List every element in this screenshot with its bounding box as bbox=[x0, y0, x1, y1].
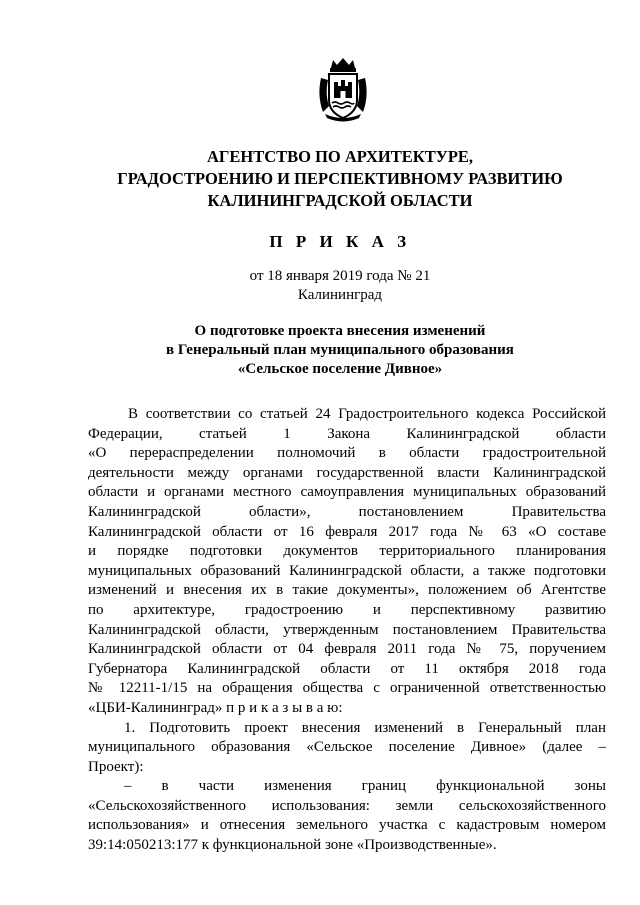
order-body bbox=[88, 405, 606, 856]
body-line: и порядке подготовки документов территориального планирования bbox=[88, 543, 606, 560]
body-line: Проект): bbox=[88, 758, 144, 775]
order-subject bbox=[60, 322, 620, 379]
body-line: № 12211-1/15 на обращения общества с ограниченной ответственностью bbox=[88, 680, 606, 697]
body-line: Губернатора Калининградской области от 11 октября 2018 года bbox=[88, 660, 606, 677]
body-line: «ЦБИ-Калининград» п р и к а з ы в а ю: bbox=[88, 699, 343, 716]
body-line: Калининградской области», постановлением Правительства bbox=[88, 503, 606, 520]
body-line: – в части изменения границ функциональной зоны bbox=[124, 778, 606, 795]
body-line: использования» и отнесения земельного участка с кадастровым номером bbox=[88, 817, 606, 834]
document-type: П Р И К А З bbox=[269, 232, 411, 251]
agency-line: ГРАДОСТРОЕНИЮ И ПЕРСПЕКТИВНОМУ РАЗВИТИЮ bbox=[117, 169, 563, 188]
body-line: по архитектуре, градостроению и перспективному развитию bbox=[88, 601, 606, 618]
body-line: муниципального образования «Сельское поселение Дивное» (далее – bbox=[88, 739, 606, 756]
agency-line: КАЛИНИНГРАДСКОЙ ОБЛАСТИ bbox=[207, 191, 473, 210]
coat-of-arms-icon bbox=[315, 56, 371, 122]
order-city: Калининград bbox=[297, 287, 383, 303]
body-line: «О перераспределении полномочий в области градостроительной bbox=[88, 445, 606, 462]
body-line: деятельности между органами государственной власти Калининградской bbox=[88, 464, 606, 481]
body-line: «Сельскохозяйственного использования: земли сельскохозяйственного bbox=[88, 797, 606, 814]
body-line: муниципальных образований Калининградской области, а также подготовки bbox=[88, 562, 606, 579]
agency-line: АГЕНТСТВО ПО АРХИТЕКТУРЕ, bbox=[206, 147, 474, 166]
body-line: Калининградской области, утвержденным постановлением Правительства bbox=[88, 621, 606, 638]
body-line: Калининградской области от 04 февраля 2011 года № 75, поручением bbox=[88, 641, 606, 658]
body-line: изменений и внесения их в такие документы», положением об Агентстве bbox=[88, 582, 606, 599]
subject-line: в Генеральный план муниципального образования bbox=[166, 342, 514, 358]
subject-line: О подготовке проекта внесения изменений bbox=[194, 323, 486, 339]
subject-line: «Сельское поселение Дивное» bbox=[237, 361, 443, 377]
order-date-number: от 18 января 2019 года № 21 bbox=[249, 268, 431, 284]
body-line: 1. Подготовить проект внесения изменений в Генеральный план bbox=[124, 719, 606, 736]
body-line: Федерации, статьей 1 Закона Калининградской области bbox=[88, 425, 606, 442]
body-line: 39:14:050213:177 к функциональной зоне «Производственные». bbox=[88, 837, 497, 854]
body-line: Калининградской области от 16 февраля 2017 года № 63 «О составе bbox=[88, 523, 606, 540]
body-line: В соответствии со статьей 24 Градостроительного кодекса Российской bbox=[128, 406, 606, 422]
agency-name bbox=[60, 146, 620, 212]
body-line: области и органами местного самоуправления муниципальных образований bbox=[88, 484, 606, 501]
